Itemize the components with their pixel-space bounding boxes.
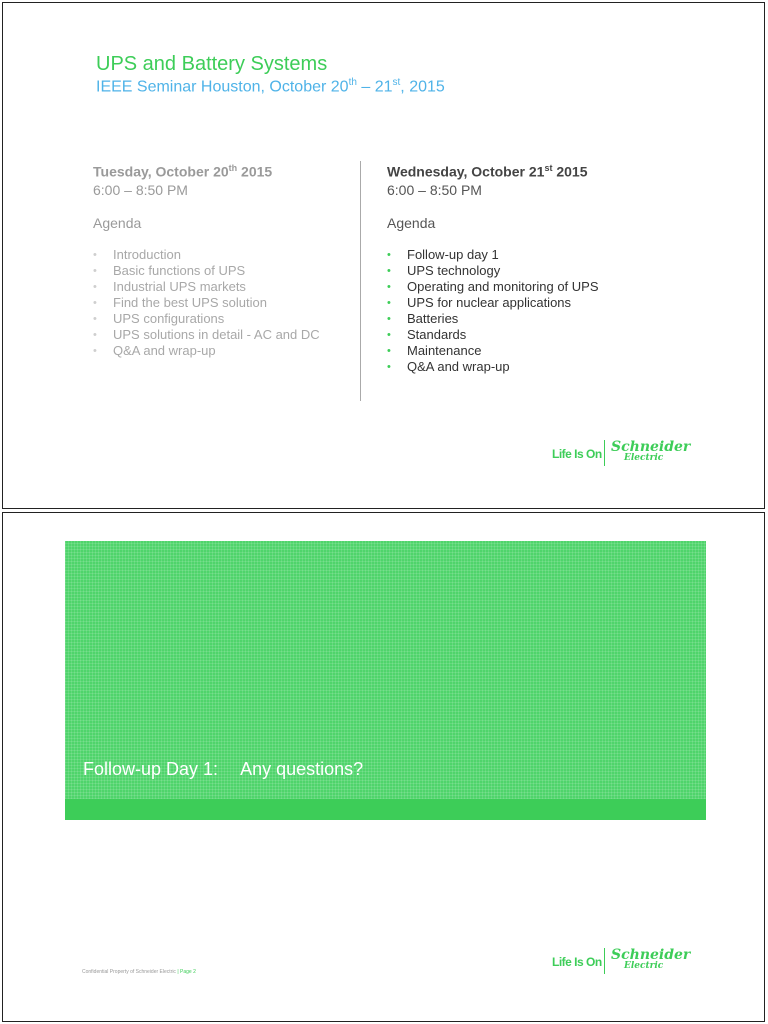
wednesday-date-year: 2015 xyxy=(552,163,588,180)
agenda-item-text: Find the best UPS solution xyxy=(113,294,267,310)
bullet-icon: • xyxy=(387,264,391,277)
tuesday-agenda-item xyxy=(93,247,353,263)
page-number: | Page 2 xyxy=(177,969,196,975)
wednesday-agenda-item xyxy=(387,263,687,279)
bullet-icon: • xyxy=(93,344,97,357)
wednesday-agenda-heading: Agenda xyxy=(387,214,436,231)
tuesday-date-year: 2015 xyxy=(237,163,273,180)
bullet-icon: • xyxy=(93,328,97,341)
brand-logo xyxy=(532,440,692,468)
tuesday-agenda-item xyxy=(93,311,353,327)
bullet-icon: • xyxy=(387,296,391,309)
agenda-item-text: UPS for nuclear applications xyxy=(407,294,572,310)
wednesday-agenda-item xyxy=(387,343,687,359)
subtitle-end: , 2015 xyxy=(400,78,445,96)
tuesday-date-text: Tuesday, October 20 xyxy=(93,163,229,180)
bullet-icon: • xyxy=(93,264,97,277)
brand-logo xyxy=(532,948,692,976)
bullet-icon: • xyxy=(387,328,391,341)
confidential-text: Confidential Property of Schneider Electric xyxy=(82,969,176,975)
tuesday-agenda-heading: Agenda xyxy=(93,214,142,231)
electric-wordmark: Electric xyxy=(624,453,664,463)
wednesday-date-sup: st xyxy=(544,163,553,173)
wednesday-agenda-item xyxy=(387,311,687,327)
agenda-slide xyxy=(2,2,765,509)
tuesday-agenda-item xyxy=(93,343,353,359)
logo-separator xyxy=(604,948,605,974)
agenda-item-text: Q&A and wrap-up xyxy=(113,342,216,358)
banner-heading-left: Follow-up Day 1: xyxy=(83,759,219,779)
agenda-item-text: Standards xyxy=(407,326,467,342)
tuesday-agenda-list xyxy=(93,247,353,359)
agenda-item-text: Operating and monitoring of UPS xyxy=(407,278,599,294)
tuesday-date xyxy=(93,163,353,180)
slide-title: UPS and Battery Systems xyxy=(96,53,328,75)
bullet-icon: • xyxy=(387,360,391,373)
confidential-footer xyxy=(82,969,196,975)
questions-slide xyxy=(2,512,765,1022)
tuesday-agenda-item xyxy=(93,295,353,311)
subtitle-sup-th: th xyxy=(348,77,357,88)
bullet-icon: • xyxy=(93,248,97,261)
electric-wordmark: Electric xyxy=(624,961,664,971)
bullet-icon: • xyxy=(387,280,391,293)
tuesday-agenda-item xyxy=(93,263,353,279)
schneider-wordmark: Schneider xyxy=(611,439,691,455)
wednesday-agenda-item xyxy=(387,247,687,263)
slide-subtitle xyxy=(96,77,445,96)
wednesday-date xyxy=(387,163,687,180)
agenda-item-text: Q&A and wrap-up xyxy=(407,358,510,374)
banner-heading-right: Any questions? xyxy=(240,759,364,779)
tuesday-time: 6:00 – 8:50 PM xyxy=(93,181,188,198)
agenda-item-text: Basic functions of UPS xyxy=(113,262,246,278)
green-banner xyxy=(65,541,706,820)
agenda-item-text: Maintenance xyxy=(407,342,482,358)
agenda-item-text: UPS solutions in detail - AC and DC xyxy=(113,326,320,342)
tuesday-column xyxy=(93,163,353,359)
subtitle-mid: – 21 xyxy=(356,78,393,96)
agenda-item-text: Batteries xyxy=(407,310,459,326)
logo-separator xyxy=(604,440,605,466)
column-divider xyxy=(360,161,361,401)
tuesday-agenda-item xyxy=(93,279,353,295)
wednesday-agenda-item xyxy=(387,295,687,311)
bullet-icon: • xyxy=(387,312,391,325)
agenda-item-text: Introduction xyxy=(113,246,181,262)
wednesday-time: 6:00 – 8:50 PM xyxy=(387,181,482,198)
bullet-icon: • xyxy=(387,344,391,357)
subtitle-sup-st: st xyxy=(392,77,401,88)
life-is-on-tagline: Life Is On xyxy=(552,447,602,461)
schneider-wordmark: Schneider xyxy=(611,947,691,963)
bullet-icon: • xyxy=(93,312,97,325)
bullet-icon: • xyxy=(387,248,391,261)
wednesday-date-text: Wednesday, October 21 xyxy=(387,163,545,180)
subtitle-text: IEEE Seminar Houston, October 20 xyxy=(96,78,349,96)
banner-bottom-bar xyxy=(65,799,706,820)
wednesday-agenda-item xyxy=(387,327,687,343)
bullet-icon: • xyxy=(93,296,97,309)
agenda-item-text: UPS configurations xyxy=(113,310,225,326)
life-is-on-tagline: Life Is On xyxy=(552,955,602,969)
agenda-item-text: Industrial UPS markets xyxy=(113,278,246,294)
wednesday-column xyxy=(387,163,687,375)
bullet-icon: • xyxy=(93,280,97,293)
agenda-item-text: UPS technology xyxy=(407,262,501,278)
tuesday-agenda-item xyxy=(93,327,353,343)
wednesday-agenda-item xyxy=(387,359,687,375)
agenda-item-text: Follow-up day 1 xyxy=(407,246,499,262)
wednesday-agenda-item xyxy=(387,279,687,295)
tuesday-date-sup: th xyxy=(228,163,238,173)
wednesday-agenda-list xyxy=(387,247,687,375)
banner-heading xyxy=(83,759,363,780)
